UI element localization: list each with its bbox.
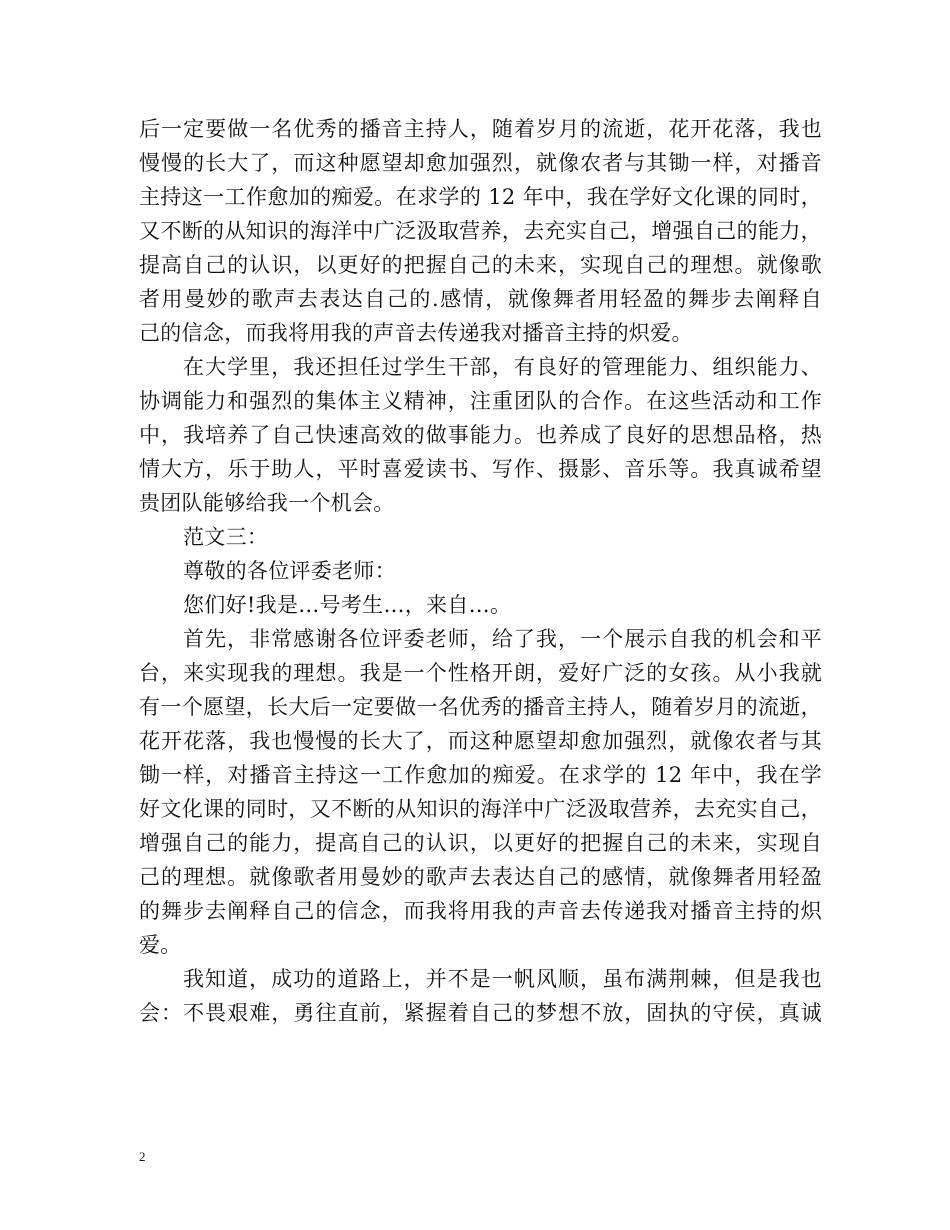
- section-heading: 范文三：: [183, 525, 269, 549]
- text-line: 花开花落，我也慢慢的长大了，而这种愿望却愈加强烈，就像农者与其: [139, 729, 822, 753]
- text-line: 后一定要做一名优秀的播音主持人，随着岁月的流逝，花开花落，我也: [139, 117, 822, 141]
- text-line: 者用曼妙的歌声去表达自己的.感情，就像舞者用轻盈的舞步去阐释自: [139, 287, 822, 311]
- page-number: 2: [139, 1149, 146, 1164]
- text-line: 增强自己的能力，提高自己的认识，以更好的把握自己的未来，实现自: [139, 831, 822, 855]
- text-line: 己的理想。就像歌者用曼妙的歌声去表达自己的感情，就像舞者用轻盈: [139, 865, 822, 889]
- salutation: 尊敬的各位评委老师：: [183, 559, 396, 583]
- text-line: 台，来实现我的理想。我是一个性格开朗，爱好广泛的女孩。从小我就: [139, 661, 822, 685]
- text-line: 又不断的从知识的海洋中广泛汲取营养，去充实自己，增强自己的能力，: [139, 219, 822, 243]
- text-line: 的舞步去阐释自己的信念，而我将用我的声音去传递我对播音主持的炽: [139, 899, 822, 923]
- text-line: 贵团队能够给我一个机会。: [139, 491, 395, 515]
- text-line: 锄一样，对播音主持这一工作愈加的痴爱。在求学的 12 年中，我在学: [139, 763, 822, 787]
- text-line: 爱。: [139, 933, 182, 957]
- text-line: 主持这一工作愈加的痴爱。在求学的 12 年中，我在学好文化课的同时，: [139, 185, 822, 209]
- text-line: 好文化课的同时，又不断的从知识的海洋中广泛汲取营养，去充实自己，: [139, 797, 822, 821]
- greeting-line: 您们好!我是…号考生…，来自…。: [183, 593, 512, 617]
- text-line: 中，我培养了自己快速高效的做事能力。也养成了良好的思想品格，热: [139, 423, 822, 447]
- document-body: [139, 112, 822, 1030]
- text-line: 情大方，乐于助人，平时喜爱读书、写作、摄影、音乐等。我真诚希望: [139, 457, 822, 481]
- text-line: 在大学里，我还担任过学生干部，有良好的管理能力、组织能力、: [183, 355, 822, 379]
- text-line: 会：不畏艰难，勇往直前，紧握着自己的梦想不放，固执的守侯，真诚: [139, 1001, 822, 1025]
- text-line: 提高自己的认识，以更好的把握自己的未来，实现自己的理想。就像歌: [139, 253, 822, 277]
- text-line: 慢慢的长大了，而这种愿望却愈加强烈，就像农者与其锄一样，对播音: [139, 151, 822, 175]
- text-line: 首先，非常感谢各位评委老师，给了我，一个展示自我的机会和平: [183, 627, 822, 651]
- text-line: 协调能力和强烈的集体主义精神，注重团队的合作。在这些活动和工作: [139, 389, 822, 413]
- text-line: 己的信念，而我将用我的声音去传递我对播音主持的炽爱。: [139, 321, 693, 345]
- text-line: 我知道，成功的道路上，并不是一帆风顺，虽布满荆棘，但是我也: [183, 967, 822, 991]
- text-line: 有一个愿望，长大后一定要做一名优秀的播音主持人，随着岁月的流逝，: [139, 695, 822, 719]
